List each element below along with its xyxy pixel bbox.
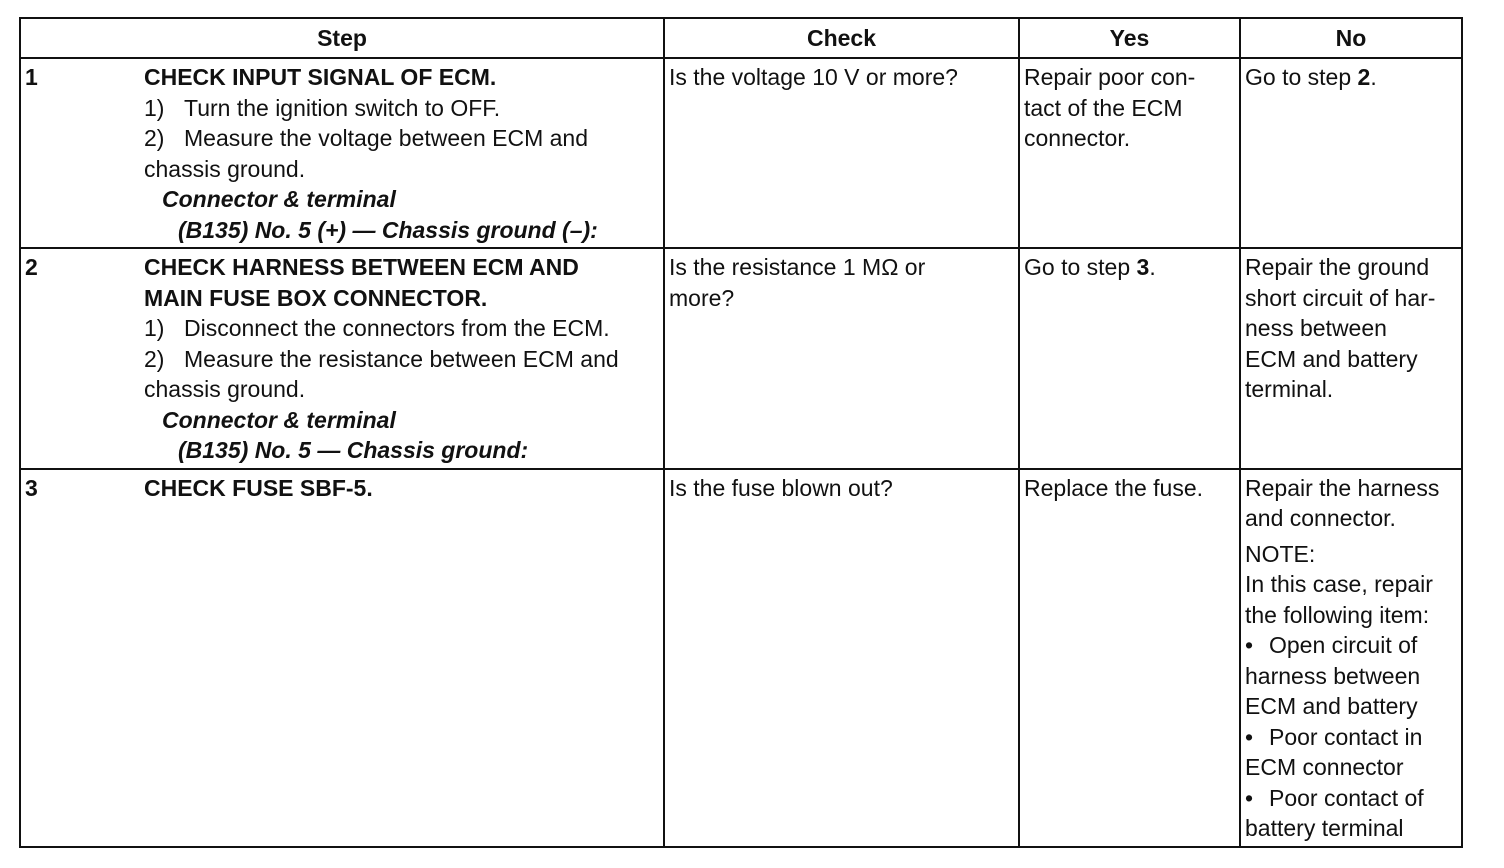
- table-row: [20, 469, 1462, 847]
- check-line: more?: [669, 284, 735, 311]
- yes-line: connector.: [1024, 125, 1131, 151]
- bullet-icon: •: [1245, 784, 1254, 811]
- yes-cell: [1019, 469, 1240, 847]
- step-title: CHECK HARNESS BETWEEN ECM AND: [144, 254, 579, 280]
- note-label: NOTE:: [1245, 540, 1316, 567]
- no-cell: [1240, 248, 1462, 469]
- no-line: ECM and battery: [1245, 345, 1418, 372]
- substep: 1) Turn the ignition switch to OFF.: [144, 94, 501, 121]
- yes-line: tact of the ECM: [1024, 94, 1183, 121]
- step-number: 1: [25, 64, 38, 90]
- yes-text: Go to step 3.: [1024, 254, 1156, 280]
- substep-continuation: chassis ground.: [144, 376, 306, 402]
- connector-value: (B135) No. 5 (+) — Chassis ground (–):: [178, 216, 598, 243]
- bullet-item: • Open circuit of: [1245, 630, 1457, 661]
- table-row: [20, 248, 1462, 469]
- note-line: In this case, repair: [1245, 571, 1433, 597]
- connector-label: Connector & terminal: [162, 186, 396, 212]
- yes-cell: [1019, 58, 1240, 248]
- check-text: Is the voltage 10 V or more?: [669, 64, 958, 90]
- substep: 1) Disconnect the connectors from the ECM.: [144, 315, 610, 341]
- check-cell: [664, 248, 1019, 469]
- diagnostic-table: [19, 17, 1463, 848]
- check-cell: [664, 469, 1019, 847]
- bullet-continuation: battery terminal: [1245, 815, 1404, 841]
- step-title: CHECK FUSE SBF-5.: [144, 474, 373, 501]
- no-cell: [1240, 58, 1462, 248]
- table-row: [20, 58, 1462, 248]
- no-text: Go to step 2.: [1245, 64, 1377, 90]
- step-reference: 2: [1357, 64, 1371, 90]
- no-line: Repair the ground: [1245, 254, 1430, 280]
- bullet-continuation: ECM and battery: [1245, 693, 1418, 719]
- step-number: 3: [25, 474, 38, 501]
- substep: 2) Measure the resistance between ECM and: [144, 345, 619, 372]
- step-cell: [20, 58, 664, 248]
- bullet-item: • Poor contact of: [1245, 783, 1457, 814]
- no-cell: [1240, 469, 1462, 847]
- bullet-continuation: harness between: [1245, 662, 1421, 689]
- table-header-row: [20, 18, 1462, 58]
- connector-value: (B135) No. 5 — Chassis ground:: [178, 437, 529, 463]
- note-line: the following item:: [1245, 601, 1430, 628]
- substep-continuation: chassis ground.: [144, 155, 306, 182]
- header-yes: Yes: [1019, 18, 1240, 58]
- step-reference: 3: [1136, 254, 1150, 280]
- step-title: MAIN FUSE BOX CONNECTOR.: [144, 284, 488, 311]
- check-line: Is the resistance 1 MΩ or: [669, 254, 926, 280]
- step-number: 2: [25, 254, 38, 280]
- yes-cell: [1019, 248, 1240, 469]
- no-line: ness between: [1245, 315, 1387, 341]
- step-cell: [20, 248, 664, 469]
- header-step: Step: [20, 18, 664, 58]
- connector-label: Connector & terminal: [162, 406, 396, 433]
- step-cell: [20, 469, 664, 847]
- header-check: Check: [664, 18, 1019, 58]
- bullet-icon: •: [1245, 632, 1254, 658]
- bullet-item: • Poor contact in: [1245, 722, 1457, 753]
- yes-line: Repair poor con-: [1024, 64, 1196, 90]
- substep: 2) Measure the voltage between ECM and: [144, 125, 589, 151]
- bullet-icon: •: [1245, 723, 1254, 750]
- no-line: Repair the harness: [1245, 474, 1440, 501]
- yes-text: Replace the fuse.: [1024, 474, 1204, 501]
- check-text: Is the fuse blown out?: [669, 474, 893, 501]
- no-line: terminal.: [1245, 376, 1334, 402]
- header-no: No: [1240, 18, 1462, 58]
- check-cell: [664, 58, 1019, 248]
- no-line: short circuit of har-: [1245, 284, 1436, 311]
- no-line: and connector.: [1245, 505, 1396, 531]
- bullet-continuation: ECM connector: [1245, 754, 1404, 780]
- step-title: CHECK INPUT SIGNAL OF ECM.: [144, 64, 497, 90]
